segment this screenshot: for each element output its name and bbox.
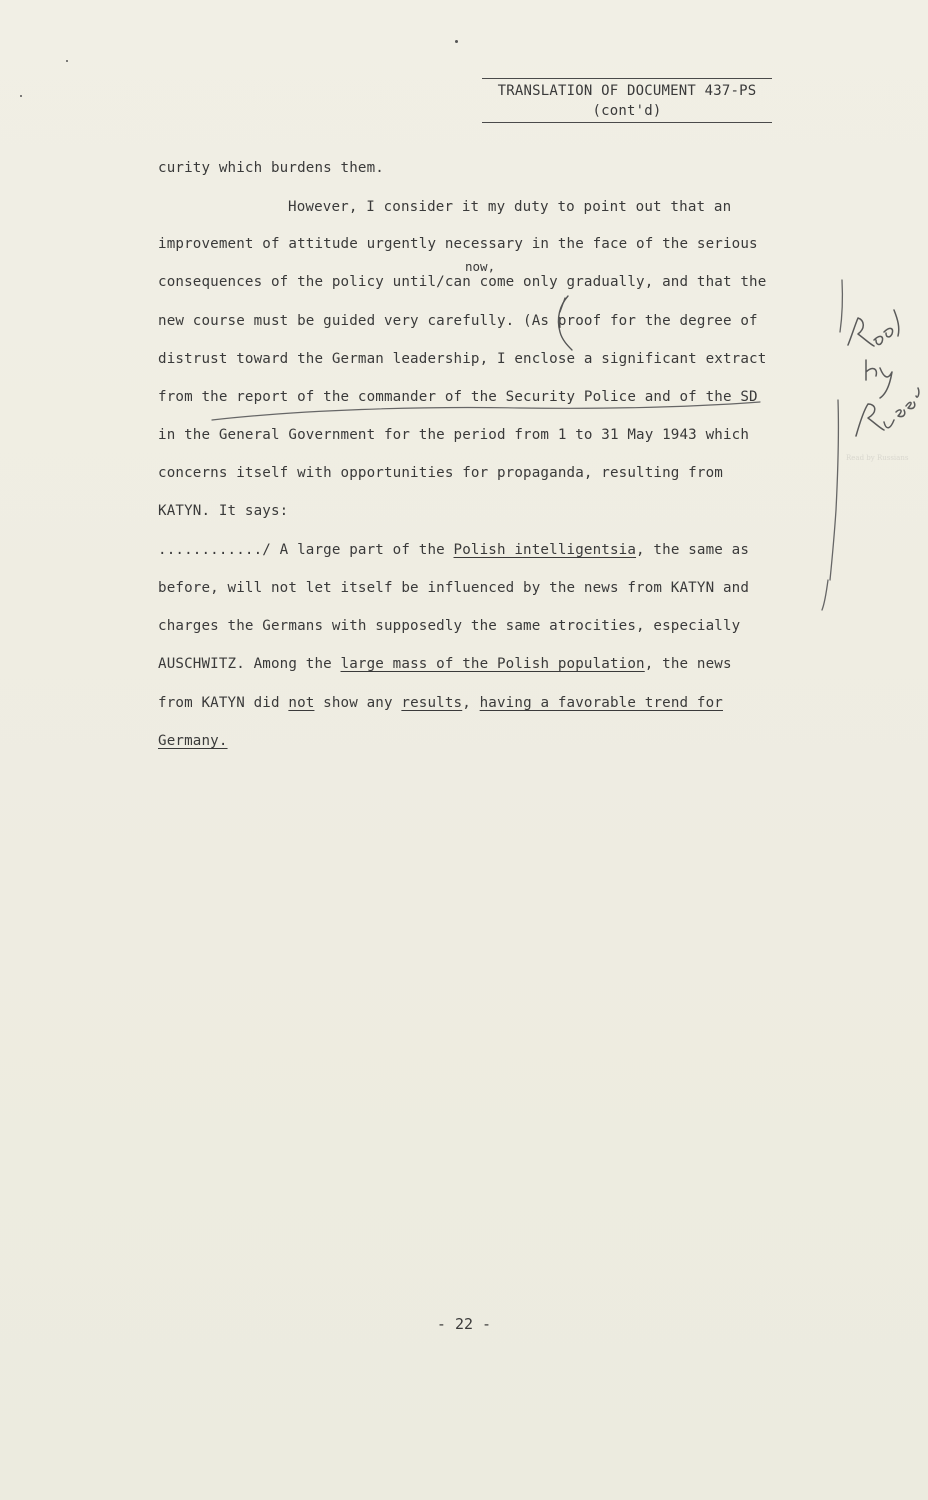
handwritten-note (846, 310, 919, 462)
text-line-16: Germany. (158, 733, 228, 749)
text-line-6: distrust toward the German leadership, I enclose a significant extract (158, 351, 767, 367)
handwriting-word-3 (856, 388, 919, 436)
text-line-1: curity which burdens them. (158, 160, 384, 176)
pencil-margin-line (830, 400, 838, 580)
text-line-5: new course must be guided very carefully. (As proof for the degree of (158, 313, 758, 329)
header-title: TRANSLATION OF DOCUMENT 437-PS (482, 78, 772, 101)
text-line-12: before, will not let itself be influenced by the news from KATYN and (158, 580, 750, 596)
underlined-text: having a favorable trend for (479, 695, 723, 711)
text-line-7: from the report of the commander of the Security Police and of the SD (158, 389, 758, 405)
text-line-8: in the General Government for the period from 1 to 31 May 1943 which (158, 427, 750, 443)
text-line-13: charges the Germans with supposedly the same atrocities, especially (158, 618, 741, 634)
handwriting-word-1 (848, 310, 899, 346)
text-line-10: KATYN. It says: (158, 503, 289, 519)
text-line-9: concerns itself with opportunities for propaganda, resulting from (158, 465, 723, 481)
inserted-word: now, (465, 259, 496, 274)
text-line-4: consequences of the policy until/can come only gradually, and that the (158, 274, 767, 290)
page-number: - 22 - (436, 1315, 492, 1333)
pencil-paren-mark (558, 296, 572, 350)
underlined-text: Polish intelligentsia (453, 542, 637, 558)
text-line-2: However, I consider it my duty to point out that an (288, 199, 732, 215)
underlined-text: results (401, 695, 463, 711)
text-line-3: improvement of attitude urgently necessary in the face of the serious (158, 236, 758, 252)
underlined-text: not (288, 695, 315, 711)
text-segment: , the news (644, 656, 732, 672)
handwriting-word-2 (866, 360, 892, 398)
underlined-text: large mass of the Polish population (340, 656, 645, 672)
handwritten-note-text: Read by Russians (846, 454, 909, 462)
header-subtitle: (cont'd) (482, 101, 772, 123)
text-segment: , the same as (636, 542, 750, 558)
text-segment: from KATYN did (158, 695, 289, 711)
pencil-slash-mark (560, 298, 565, 312)
pencil-margin-line (822, 580, 828, 610)
text-segment: show any (314, 695, 402, 711)
pencil-margin-line (840, 280, 842, 332)
text-segment: ............/ A large part of the (158, 542, 454, 558)
text-segment: , (462, 695, 480, 711)
pencil-underline-stroke (212, 402, 760, 420)
text-segment: AUSCHWITZ. Among the (158, 656, 341, 672)
